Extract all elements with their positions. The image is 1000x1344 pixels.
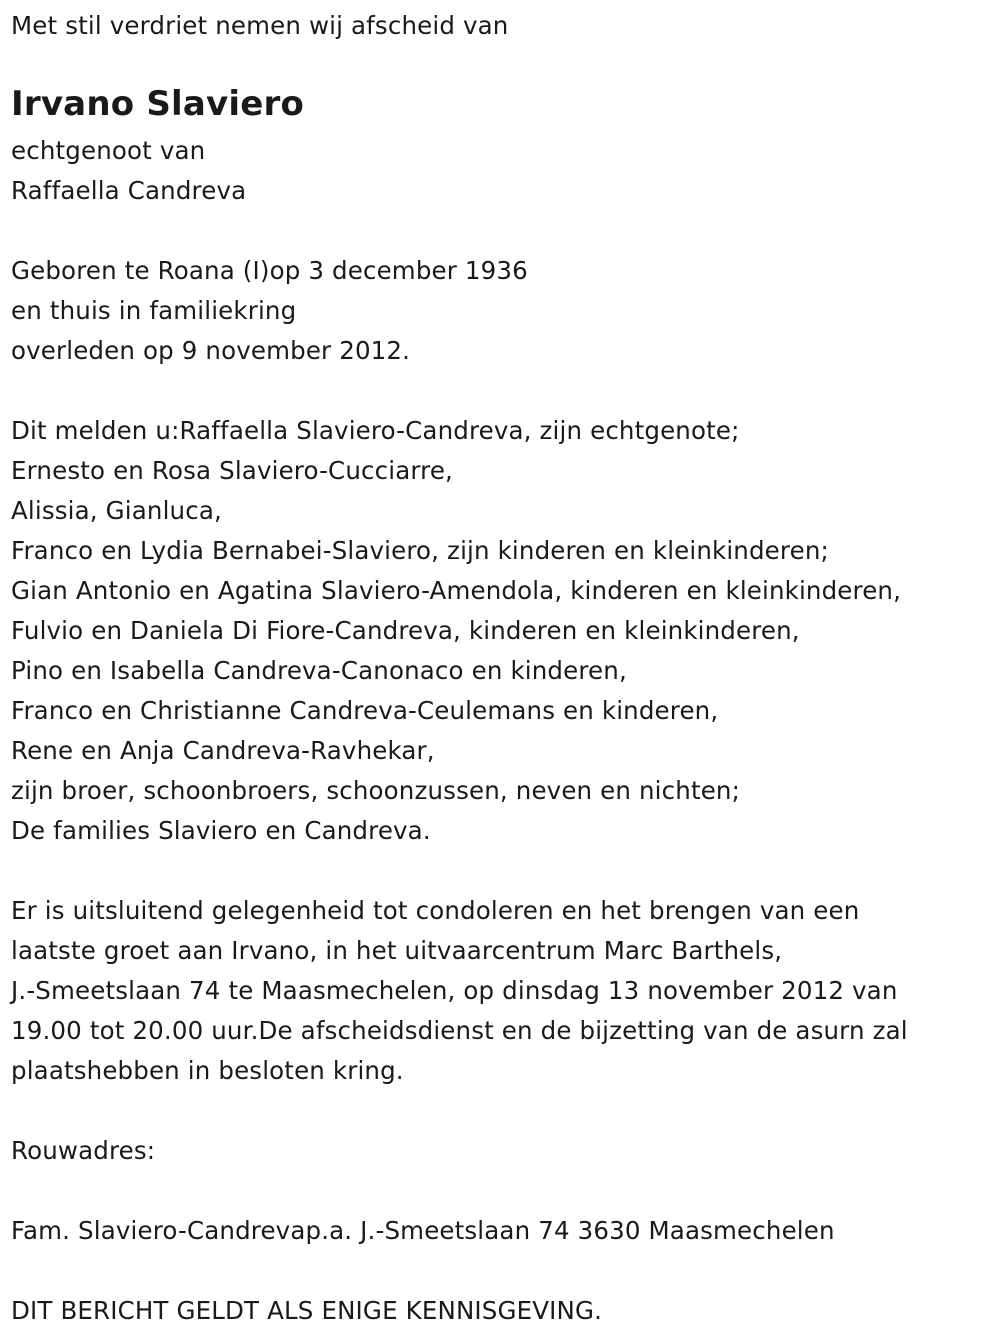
family-line: Pino en Isabella Candreva-Canonaco en kinderen, [11, 656, 627, 685]
life-line: en thuis in familiekring [11, 296, 297, 325]
family-line: Alissia, Gianluca, [11, 496, 222, 525]
spacer [11, 211, 991, 251]
spacer [11, 1251, 991, 1291]
intro-line: Met stil verdriet nemen wij afscheid van [11, 11, 509, 40]
life-line: overleden op 9 november 2012. [11, 336, 411, 365]
condolence-block [11, 891, 991, 1091]
spacer [11, 1171, 991, 1211]
spouse-block [11, 131, 991, 211]
spacer [11, 851, 991, 891]
life-line: Geboren te Roana (I)op 3 december 1936 [11, 256, 528, 285]
family-line: Franco en Lydia Bernabei-Slaviero, zijn kinderen en kleinkinderen; [11, 536, 829, 565]
obituary-notice [11, 6, 991, 1331]
condolence-line: Er is uitsluitend gelegenheid tot condoleren en het brengen van een [11, 896, 860, 925]
family-block [11, 411, 991, 851]
condolence-line: plaatshebben in besloten kring. [11, 1056, 404, 1085]
family-line: Dit melden u:Raffaella Slaviero-Candreva, zijn echtgenote; [11, 416, 740, 445]
family-line: De families Slaviero en Candreva. [11, 816, 431, 845]
spouse-line: echtgenoot van [11, 136, 206, 165]
address-label: Rouwadres: [11, 1136, 156, 1165]
condolence-line: laatste groet aan Irvano, in het uitvaarcentrum Marc Barthels, [11, 936, 783, 965]
family-line: Gian Antonio en Agatina Slaviero-Amendola, kinderen en kleinkinderen, [11, 576, 902, 605]
family-line: Rene en Anja Candreva-Ravhekar, [11, 736, 435, 765]
family-line: Franco en Christianne Candreva-Ceulemans en kinderen, [11, 696, 719, 725]
condolence-line: 19.00 tot 20.00 uur.De afscheidsdienst en de bijzetting van de asurn zal [11, 1016, 908, 1045]
family-line: Fulvio en Daniela Di Fiore-Candreva, kinderen en kleinkinderen, [11, 616, 800, 645]
family-line: zijn broer, schoonbroers, schoonzussen, neven en nichten; [11, 776, 741, 805]
life-dates-block [11, 251, 991, 371]
closing-statement: DIT BERICHT GELDT ALS ENIGE KENNISGEVING. [11, 1296, 603, 1325]
family-line: Ernesto en Rosa Slaviero-Cucciarre, [11, 456, 453, 485]
spacer [11, 1091, 991, 1131]
condolence-line: J.-Smeetslaan 74 te Maasmechelen, op dinsdag 13 november 2012 van [11, 976, 898, 1005]
mourning-address: Fam. Slaviero-Candrevap.a. J.-Smeetslaan 74 3630 Maasmechelen [11, 1216, 835, 1245]
deceased-name: Irvano Slaviero [11, 84, 305, 124]
spouse-line: Raffaella Candreva [11, 176, 247, 205]
spacer [11, 371, 991, 411]
